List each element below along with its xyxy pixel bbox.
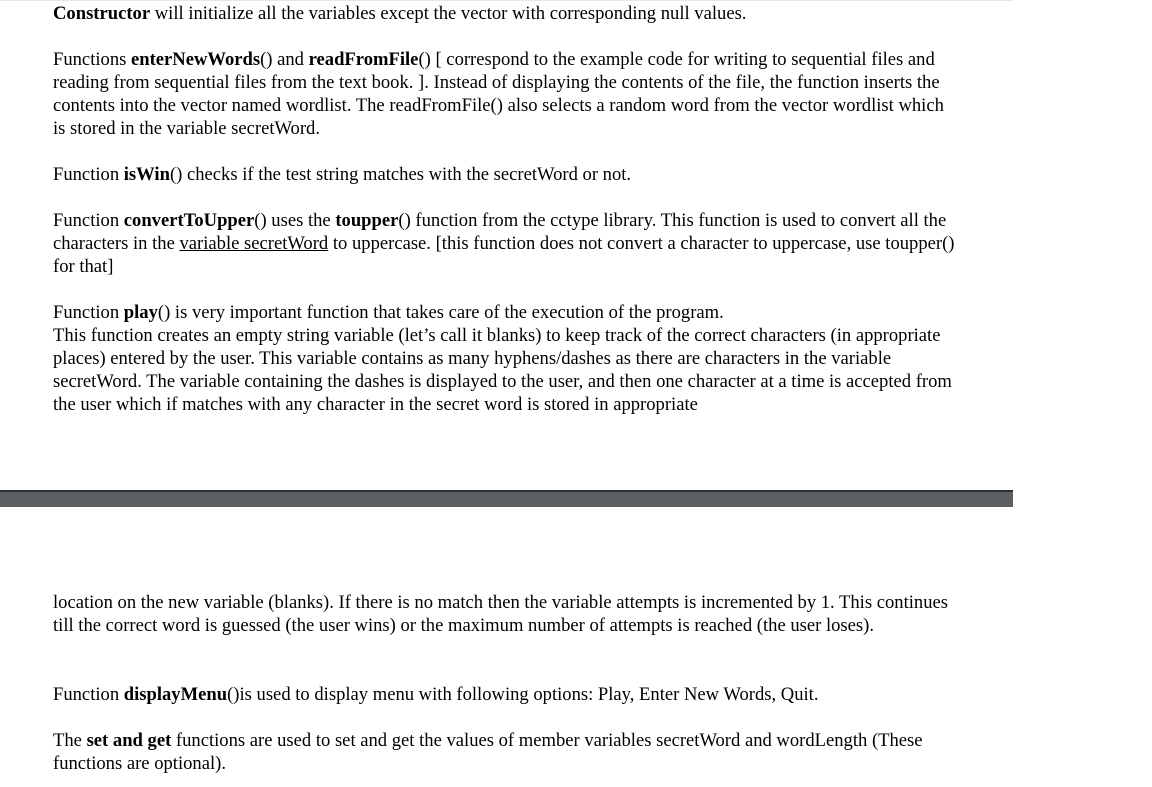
document-page-2 xyxy=(0,507,1013,787)
term-is-win: isWin xyxy=(123,164,170,185)
text: This function creates an empty string variable (let’s call it blanks) to keep track of the correct characters (in appropriate places) entered by the user. This variable contains as many hyphens/dashes as there are characters in the variable secretWord. The variable containing the dashes is displayed to the user, and then one character at a time is accepted from the user which if matches with any character in the secret word is stored in appropriate xyxy=(53,325,952,415)
term-set-and-get: set and get xyxy=(86,730,172,751)
text: to uppercase. [this function does not convert a character to uppercase, use toupper() for that] xyxy=(53,233,955,277)
paragraph-constructor xyxy=(53,2,958,25)
text: Function xyxy=(53,684,124,705)
paragraph-display-menu xyxy=(53,683,958,706)
underlined-variable-secret-word: variable secretWord xyxy=(179,233,329,254)
page-top-edge xyxy=(0,0,1013,1)
paragraph-play-description xyxy=(53,324,958,416)
term-read-from-file: readFromFile xyxy=(308,49,419,70)
text: The xyxy=(53,730,87,751)
text: functions are used to set and get the values of member variables secretWord and wordLength (These functions are optional). xyxy=(53,730,923,774)
text: Function xyxy=(53,302,124,323)
text: Function xyxy=(53,210,124,231)
paragraph-is-win xyxy=(53,163,958,186)
term-constructor: Constructor xyxy=(53,3,151,24)
term-enter-new-words: enterNewWords xyxy=(131,49,261,70)
text: () uses the xyxy=(254,210,336,231)
term-play: play xyxy=(123,302,158,323)
text: () function from the cctype library. This function is used to convert all the characters in the xyxy=(53,210,947,254)
text: Function xyxy=(53,164,124,185)
text: () checks if the test string matches with the secretWord or not. xyxy=(169,164,632,185)
term-display-menu: displayMenu xyxy=(123,684,228,705)
term-convert-to-upper: convertToUpper xyxy=(123,210,255,231)
text: () is very important function that takes care of the execution of the program. xyxy=(157,302,724,323)
paragraph-play-intro xyxy=(53,301,958,324)
term-toupper: toupper xyxy=(335,210,399,231)
text: () and xyxy=(260,49,309,70)
text: ()is used to display menu with following options: Play, Enter New Words, Quit. xyxy=(227,684,819,705)
text: () [ correspond to the example code for writing to sequential files and reading from sequential files from the text book. ]. Instead of displaying the contents of the file, the function inserts the contents into the vector named wordlist. The readFromFile() also selects a random word from the vector wordlist which is stored in the variable secretWord. xyxy=(53,49,944,139)
text: location on the new variable (blanks). If there is no match then the variable attempts is incremented by 1. This continues till the correct word is guessed (the user wins) or the maximum number of attempts is reached (the user loses). xyxy=(53,592,948,636)
paragraph-play-continued xyxy=(53,591,958,637)
text: Functions xyxy=(53,49,131,70)
paragraph-set-get xyxy=(53,729,958,775)
paragraph-convert-to-upper xyxy=(53,209,958,278)
paragraph-file-functions xyxy=(53,48,958,140)
text: will initialize all the variables except the vector with corresponding null values. xyxy=(150,3,747,24)
